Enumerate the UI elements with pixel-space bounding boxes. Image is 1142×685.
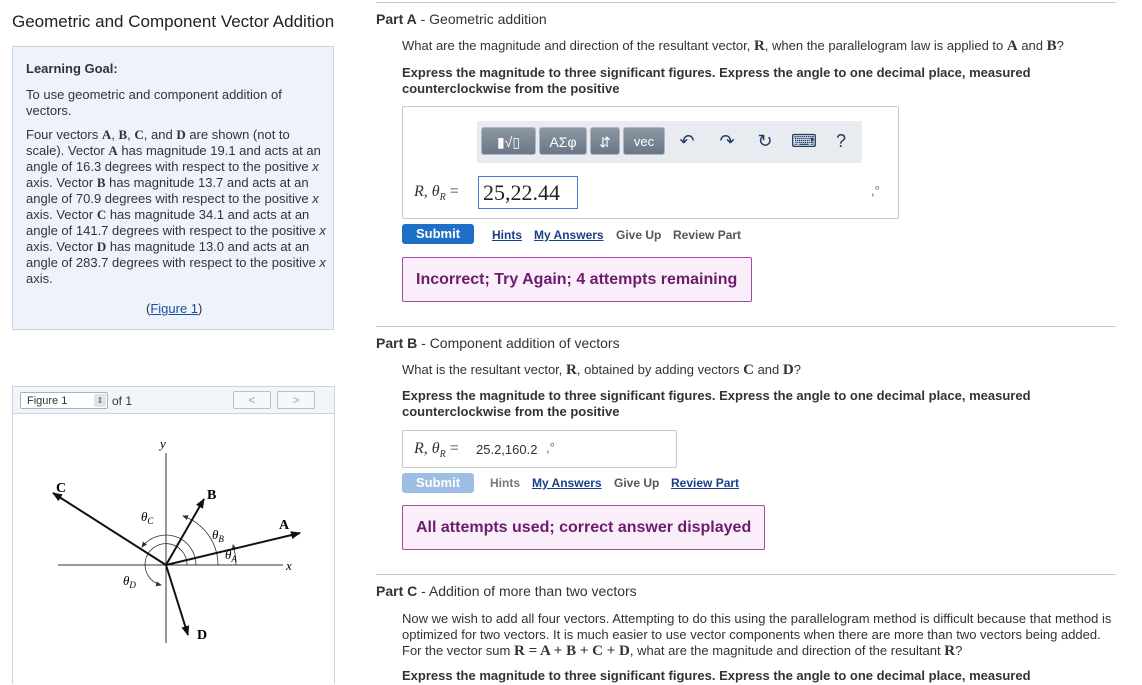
y-axis-label: y — [160, 436, 166, 451]
part-b-answer-box — [402, 430, 677, 468]
part-a-unit: ,° — [871, 183, 880, 198]
figure-count: of 1 — [112, 394, 133, 408]
select-arrows-icon: ⇕ — [94, 394, 106, 407]
figure-panel — [12, 386, 335, 684]
learning-goal-text: To use geometric and component addition of vectors. — [26, 87, 282, 118]
part-a-question: What are the magnitude and direction of the resultant vector, R, when the parallelogram law is applied to A and B? — [402, 38, 1064, 54]
greek-symbols-button[interactable]: ΑΣφ — [539, 127, 587, 155]
part-a-submit-button[interactable]: Submit — [402, 224, 474, 244]
part-c-heading: Part C - Addition of more than two vectors — [376, 583, 637, 599]
figure-link-wrap: (Figure 1) — [146, 301, 203, 316]
theta-B-label: $\theta_B$ — [212, 527, 224, 544]
figure-link[interactable]: Figure 1 — [150, 301, 199, 316]
part-b-unit: ,° — [546, 440, 555, 455]
figure-toolbar — [13, 387, 334, 414]
x-axis-label: x — [286, 558, 292, 573]
subscript-superscript-button[interactable]: ⇵ — [590, 127, 620, 155]
part-b-submit-button[interactable]: Submit — [402, 473, 474, 493]
part-b-feedback: All attempts used; correct answer displayed — [402, 505, 765, 550]
part-b-equation-label: R, $\theta_R$ = — [414, 440, 459, 461]
vector-button[interactable]: vec — [623, 127, 665, 155]
part-c-paragraph: Now we wish to add all four vectors. Attempting to do this using the parallelogram method is difficult because that method is optimized for two vectors. It is much easier to use vector components when there are more than two vectors being added. For the vector sum R = A + B + C + D, what are the magnitude and direction of the resultant R? — [402, 611, 1112, 659]
vector-diagram — [13, 413, 334, 685]
part-a-my-answers-link[interactable]: My Answers — [534, 228, 604, 242]
part-b-hints-link[interactable]: Hints — [490, 476, 520, 490]
part-b-review-part-link[interactable]: Review Part — [671, 476, 740, 490]
label-A: A — [279, 518, 290, 533]
part-a-hints-link[interactable]: Hints — [492, 228, 522, 242]
part-b-give-up-link[interactable]: Give Up — [614, 476, 660, 490]
templates-button[interactable]: ▮√▯ — [481, 127, 536, 155]
part-a-equation-label: R, $\theta_R$ = — [414, 183, 459, 204]
part-b-instructions: Express the magnitude to three significant figures. Express the angle to one decimal place, measured counterclockwise from the positive — [402, 388, 1031, 419]
learning-goal-label: Learning Goal: — [26, 61, 118, 76]
vector-C-arrow — [53, 493, 166, 565]
label-B: B — [207, 488, 217, 503]
part-b-separator — [376, 326, 1116, 327]
part-b-answer-value: 25.2,160.2 — [476, 442, 538, 457]
part-b-heading: Part B - Component addition of vectors — [376, 335, 620, 351]
math-toolbar — [477, 121, 862, 163]
label-C: C — [56, 481, 67, 496]
part-a-answer-input[interactable]: 25,22.44 — [478, 176, 578, 209]
part-c-separator — [376, 574, 1116, 575]
left-panel — [0, 0, 350, 684]
next-figure-button[interactable]: > — [277, 391, 315, 409]
keyboard-icon[interactable]: ⌨ — [791, 131, 817, 151]
part-a-give-up-link[interactable]: Give Up — [616, 228, 662, 242]
part-a-separator — [376, 2, 1116, 3]
label-D: D — [197, 628, 208, 643]
part-a-review-part-link[interactable]: Review Part — [673, 228, 742, 242]
learning-goal-box — [12, 46, 334, 330]
theta-D-label: $\theta_D$ — [123, 573, 136, 590]
problem-statement: Four vectors A, B, C, and D are shown (not to scale). Vector A has magnitude 19.1 and acts at an angle of 16.3 degrees with respect to the positive x axis. Vector B has magnitude 13.7 and acts at an angle of 70.9 degrees with respect to the positive x axis. Vector C has magnitude 34.1 and acts at an angle of 141.7 degrees with respect to the positive x axis. Vector D has magnitude 13.0 and acts at an angle of 283.7 degrees with respect to the positive x axis. — [26, 127, 326, 286]
problem-title: Geometric and Component Vector Addition — [12, 12, 335, 31]
vector-D-arrow — [166, 565, 188, 635]
prev-figure-button[interactable]: < — [233, 391, 271, 409]
part-a-instructions: Express the magnitude to three significant figures. Express the angle to one decimal place, measured counterclockwise from the positive — [402, 65, 1031, 96]
redo-icon[interactable]: ↷ — [719, 131, 735, 151]
theta-A-label: $\theta_A$ — [225, 547, 237, 564]
theta-C-label: $\theta_C$ — [141, 509, 154, 526]
figure-select[interactable]: Figure 1 ⇕ — [20, 392, 108, 409]
reset-icon[interactable]: ↻ — [757, 131, 773, 151]
part-b-question: What is the resultant vector, R, obtained by adding vectors C and D? — [402, 362, 801, 378]
part-a-heading: Part A - Geometric addition — [376, 11, 547, 27]
help-icon[interactable]: ? — [835, 131, 846, 151]
part-c-instructions: Express the magnitude to three significant figures. Express the angle to one decimal place, measured — [402, 668, 1031, 683]
undo-icon[interactable]: ↶ — [679, 131, 695, 151]
part-b-my-answers-link[interactable]: My Answers — [532, 476, 602, 490]
part-a-answer-box — [402, 106, 899, 219]
part-a-feedback: Incorrect; Try Again; 4 attempts remaining — [402, 257, 752, 302]
